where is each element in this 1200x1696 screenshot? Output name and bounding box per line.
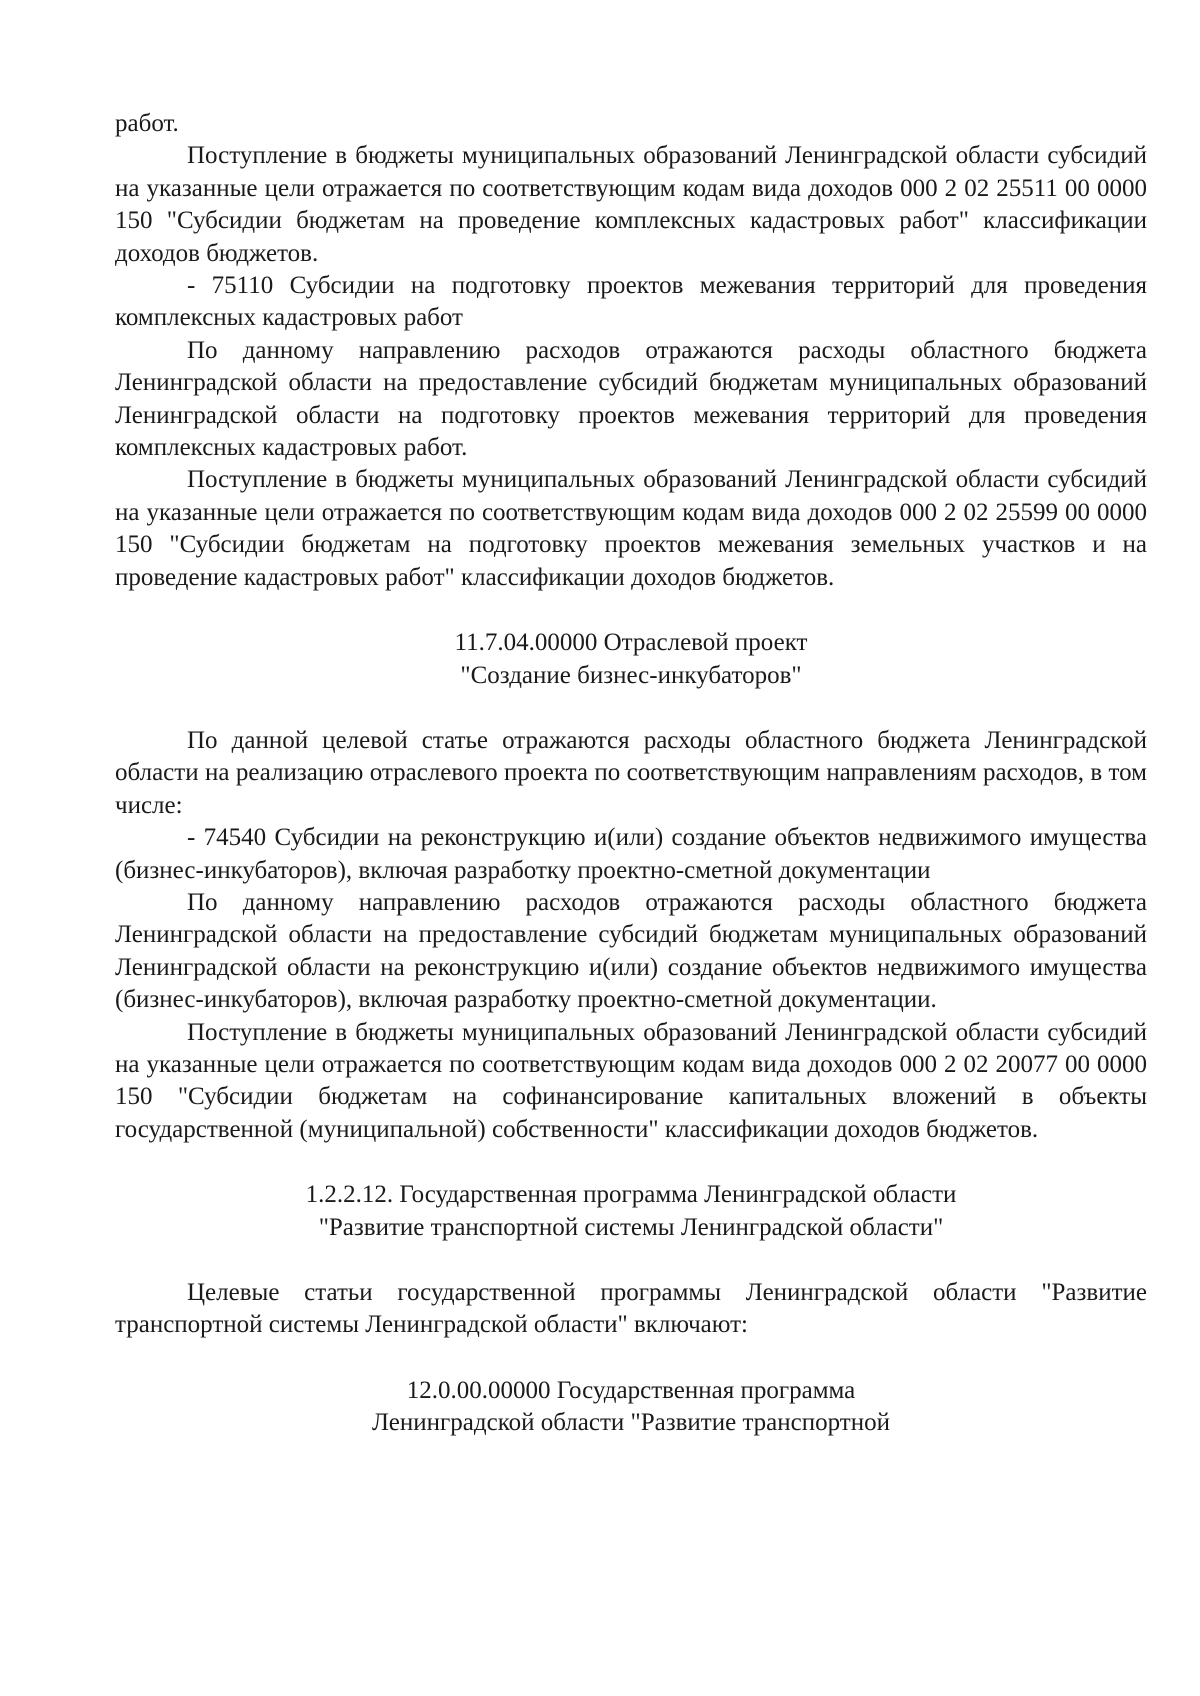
paragraph: Поступление в бюджеты муниципальных образований Ленинградской области субсидий на указанные цели отражается по соответствующим кодам вида доходов 000 2 02 25511 00 0000 150 "Субсидии бюджетам на проведение комплексных кадастровых работ" классификации доходов бюджетов. bbox=[115, 142, 1147, 267]
paragraph: Поступление в бюджеты муниципальных образований Ленинградской области субсидий на указанные цели отражается по соответствующим кодам вида доходов 000 2 02 20077 00 0000 150 "Субсидии бюджетам на софинансирование капитальных вложений в объекты государственной (муниципальной) собственности" классификации доходов бюджетов. bbox=[115, 1018, 1147, 1143]
list-item: - 74540 Субсидии на реконструкцию и(или) создание объектов недвижимого имущества (бизнес-инкубаторов), включая разработку проектно-сметной документации bbox=[115, 824, 1147, 884]
heading-line: "Создание бизнес-инкубаторов" bbox=[460, 661, 802, 689]
paragraph: Поступление в бюджеты муниципальных образований Ленинградской области субсидий на указанные цели отражается по соответствующим кодам вида доходов 000 2 02 25599 00 0000 150 "Субсидии бюджетам на подготовку проектов межевания земельных участков и на проведение кадастровых работ" классификации доходов бюджетов. bbox=[115, 466, 1147, 591]
paragraph: Целевые статьи государственной программы Ленинградской области "Развитие транспортной системы Ленинградской области" включают: bbox=[115, 1279, 1147, 1339]
paragraph: По данному направлению расходов отражаются расходы областного бюджета Ленинградской области на предоставление субсидий бюджетам муниципальных образований Ленинградской области на подготовку проектов межевания территорий для проведения комплексных кадастровых работ. bbox=[115, 336, 1147, 462]
paragraph: По данной целевой статье отражаются расходы областного бюджета Ленинградской области на реализацию отраслевого проекта по соответствующим направлениям расходов, в том числе: bbox=[115, 726, 1147, 819]
document-page bbox=[115, 108, 1147, 1440]
section-heading bbox=[115, 1375, 1147, 1440]
heading-line: 12.0.00.00000 Государственная программа bbox=[406, 1376, 856, 1404]
paragraph: работ. bbox=[115, 110, 179, 137]
section-heading bbox=[115, 1179, 1147, 1244]
list-item: - 75110 Субсидии на подготовку проектов межевания территорий для проведения комплексных кадастровых работ bbox=[115, 272, 1147, 332]
heading-line: Ленинградской области "Развитие транспортной bbox=[372, 1409, 890, 1437]
heading-line: 11.7.04.00000 Отраслевой проект bbox=[454, 629, 808, 657]
paragraph: По данному направлению расходов отражаются расходы областного бюджета Ленинградской области на предоставление субсидий бюджетам муниципальных образований Ленинградской области на реконструкцию и(или) создание объектов недвижимого имущества (бизнес-инкубаторов), включая разработку проектно-сметной документации. bbox=[115, 888, 1147, 1014]
heading-line: "Развитие транспортной системы Ленинградской области" bbox=[318, 1213, 944, 1241]
heading-line: 1.2.2.12. Государственная программа Ленинградской области bbox=[305, 1181, 957, 1209]
section-heading bbox=[115, 627, 1147, 692]
